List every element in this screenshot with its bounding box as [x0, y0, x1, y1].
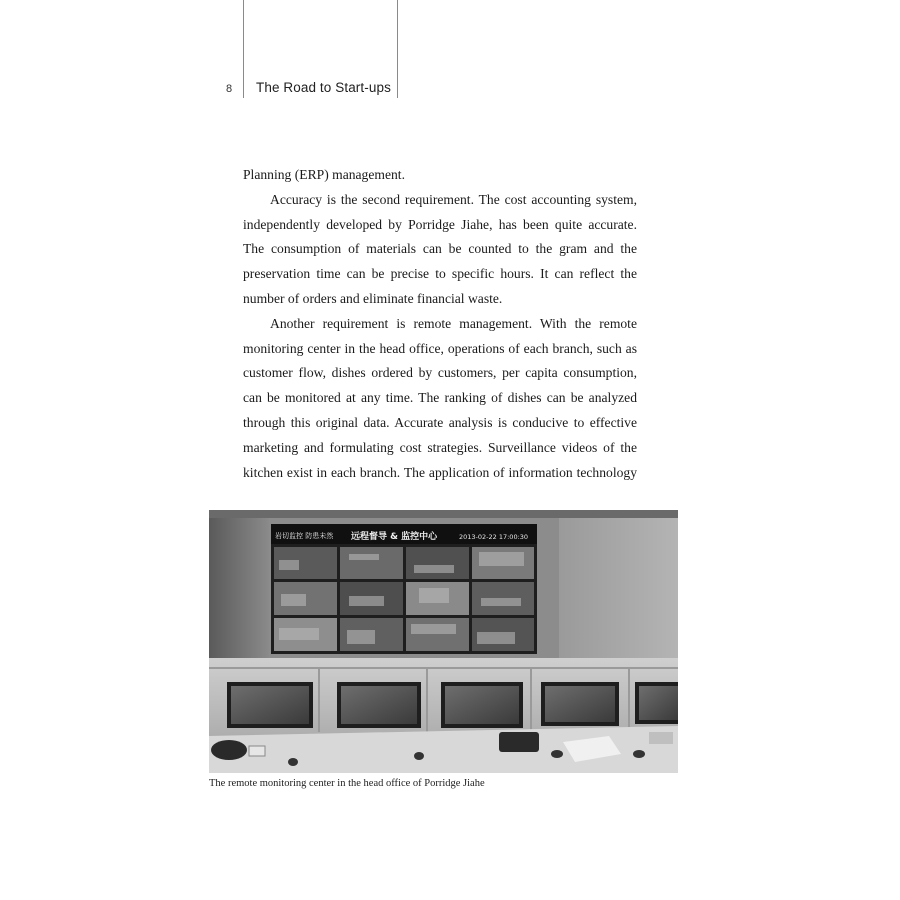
- running-head: The Road to Start-ups: [256, 80, 391, 95]
- header-rule-left: [243, 0, 244, 98]
- paragraph-2: Accuracy is the second requirement. The cost accounting system, independently developed by Porridge Jiahe, has been quite accurate. The consumption of materials can be counted to the gram and the preservation time can be precise to specific hours. It can reflect the number of orders and eliminate financial waste.: [243, 191, 637, 306]
- photo-caption: The remote monitoring center in the head office of Porridge Jiahe: [209, 778, 485, 789]
- paragraph-3: Another requirement is remote management. With the remote monitoring center in the head office, operations of each branch, such as customer flow, dishes ordered by customers, per capita consumption, can be monitored at any time. The ranking of dishes can be analyzed through this original data. Accurate analysis is conducive to effective marketing and formulating cost strategies. Surveillance videos of the kitchen exist in each branch. The application of information technology: [243, 315, 637, 480]
- page-number: 8: [226, 83, 233, 95]
- paragraph-1: Planning (ERP) management.: [243, 167, 405, 182]
- body-text: [243, 163, 637, 485]
- banner-title-text: 远程督导 & 监控中心: [351, 532, 438, 542]
- monitoring-center-photo: [209, 510, 678, 773]
- header-rule-right: [397, 0, 398, 98]
- desk-monitors: [227, 682, 678, 728]
- banner-left-text: 岩切监控 防患未然: [275, 532, 334, 540]
- banner-timestamp-text: 2013-02-22 17:00:30: [459, 533, 529, 541]
